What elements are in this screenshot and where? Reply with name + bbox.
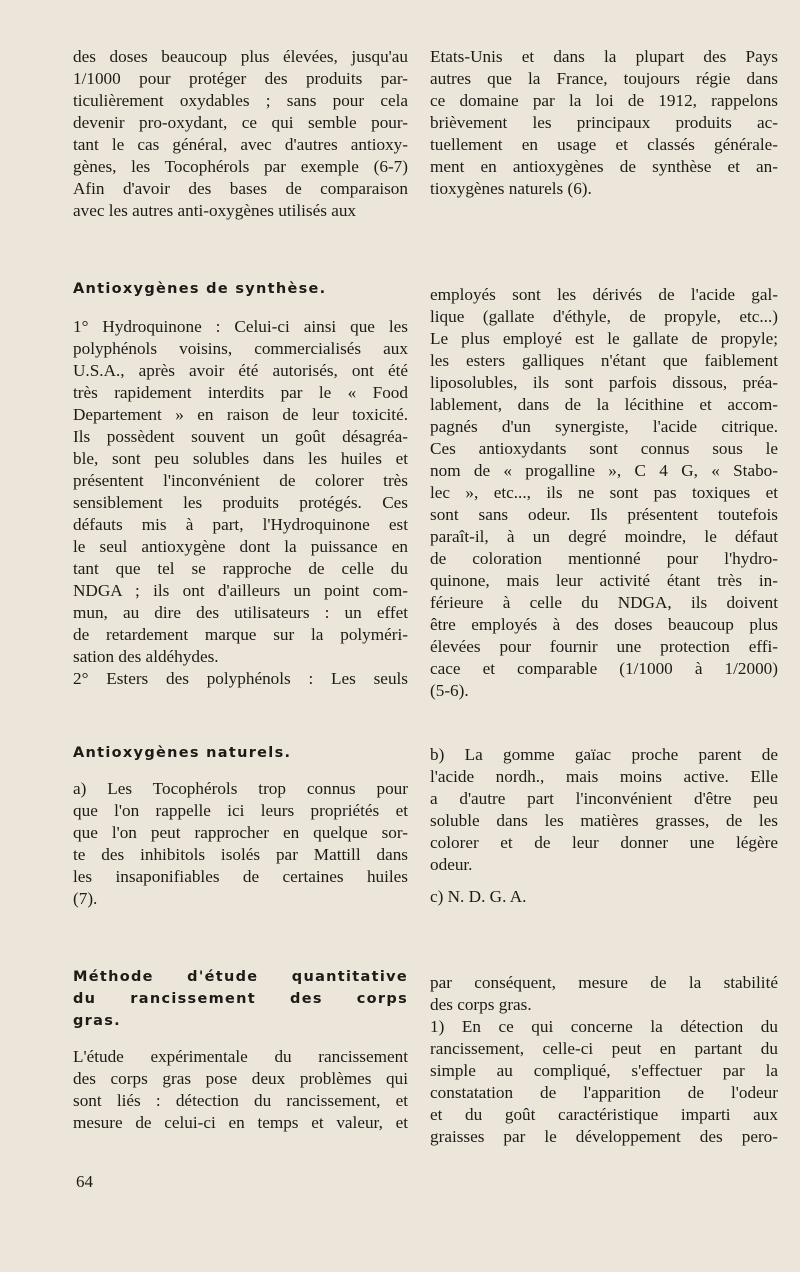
text-line: (7). <box>73 889 98 908</box>
text-line: mesure de celui-ci en temps et valeur, et <box>73 1113 408 1132</box>
text-line: constatation de l'apparition de l'odeur <box>430 1083 778 1102</box>
text-line: sont sans odeur. Ils présentent toutefois <box>430 505 778 524</box>
text-line: sensiblement les produits protégés. Ces <box>73 493 408 512</box>
text-line: Ces antioxydants sont connus sous le <box>430 439 778 458</box>
text-line: ce domaine par la loi de 1912, rappelons <box>430 91 778 110</box>
text-line: tant que tel se rapproche de celle du <box>73 559 408 578</box>
text-line: Etats-Unis et dans la plupart des Pays <box>430 47 778 66</box>
text-line: élevées pour fournir une protection effi- <box>430 637 778 656</box>
text-line: présentent l'inconvénient de colorer très <box>73 471 408 490</box>
text-line: devenir pro-oxydant, ce qui semble pour- <box>73 113 408 132</box>
right-mesure <box>430 972 778 1148</box>
text-line: les insaponifiables de certaines huiles <box>73 867 408 886</box>
text-line: tant le cas général, avec d'autres antioxy- <box>73 135 408 154</box>
text-line: polyphénols voisins, commercialisés aux <box>73 339 408 358</box>
text-line: soluble dans les matières grasses, de les <box>430 811 778 830</box>
text-line: de coloration mentionné pour l'hydro- <box>430 549 778 568</box>
text-line: des corps gras pose deux problèmes qui <box>73 1069 408 1088</box>
left-naturels <box>73 778 408 910</box>
text-line: l'acide nordh., mais moins active. Elle <box>430 767 778 786</box>
text-line: 1° Hydroquinone : Celui-ci ainsi que les <box>73 317 408 336</box>
ndga-item: c) N. D. G. A. <box>430 887 527 906</box>
text-line: pagnés d'un synergiste, l'acide citrique. <box>430 417 778 436</box>
text-line: défauts mis à part, l'Hydroquinone est <box>73 515 408 534</box>
text-line: employés sont les dérivés de l'acide gal- <box>430 285 778 304</box>
text-line: être employés à des doses beaucoup plus <box>430 615 778 634</box>
text-line: Departement » en raison de leur toxicité. <box>73 405 408 424</box>
text-line: graisses par le développement des pero- <box>430 1127 778 1146</box>
text-line: brièvement les principaux produits ac- <box>430 113 778 132</box>
text-line: par conséquent, mesure de la stabilité <box>430 973 778 992</box>
text-line: tuellement en usage et classés générale- <box>430 135 778 154</box>
text-line: cace et comparable (1/1000 à 1/2000) <box>430 659 778 678</box>
text-line: 1) En ce qui concerne la détection du <box>430 1017 778 1036</box>
text-line: que l'on peut rapprocher en quelque sor- <box>73 823 408 842</box>
text-line: autres que la France, toujours régie dans <box>430 69 778 88</box>
text-line: simple au compliqué, s'effectuer par la <box>430 1061 778 1080</box>
right-esters <box>430 284 778 702</box>
text-line: des doses beaucoup plus élevées, jusqu'au <box>73 47 408 66</box>
text-line: paraît-il, à un degré moindre, le défaut <box>430 527 778 546</box>
text-line: a d'autre part l'inconvénient d'être peu <box>430 789 778 808</box>
text-line: lique (gallate d'éthyle, de propyle, etc...) <box>430 307 778 326</box>
text-line: Ils possèdent souvent un goût désagréa- <box>73 427 408 446</box>
text-line: odeur. <box>430 855 473 874</box>
heading-line: gras. <box>73 1013 121 1029</box>
text-line: ment en antioxygènes de synthèse et an- <box>430 157 778 176</box>
text-line: férieure à celle du NDGA, ils doivent <box>430 593 778 612</box>
text-line: ticulièrement oxydables ; sans pour cela <box>73 91 408 110</box>
text-line: b) La gomme gaïac proche parent de <box>430 745 778 764</box>
text-line: U.S.A., après avoir été autorisés, ont été <box>73 361 408 380</box>
text-line: les esters galliques n'étant que faiblement <box>430 351 778 370</box>
text-line: que l'on rappelle ici leurs propriétés et <box>73 801 408 820</box>
text-line: sont liés : détection du rancissement, et <box>73 1091 408 1110</box>
text-line: sation des aldéhydes. <box>73 647 219 666</box>
text-line: 1/1000 pour protéger des produits par- <box>73 69 408 88</box>
page-number: 64 <box>76 1172 93 1191</box>
text-line: lablement, dans de la lécithine et accom- <box>430 395 778 414</box>
text-line: quinone, mais leur activité étant très in- <box>430 571 778 590</box>
text-line: a) Les Tocophérols trop connus pour <box>73 779 408 798</box>
text-line: de retardement marque sur la polyméri- <box>73 625 408 644</box>
text-line: le seul antioxygène dont la puissance en <box>73 537 408 556</box>
text-line: très rapidement interdits par le « Food <box>73 383 408 402</box>
text-line: des corps gras. <box>430 995 532 1014</box>
text-line: gènes, les Tocophérols par exemple (6-7) <box>73 157 408 176</box>
text-line: tioxygènes naturels (6). <box>430 179 592 198</box>
right-gaiac <box>430 744 778 876</box>
text-line: mun, au dire des utilisateurs : un effet <box>73 603 408 622</box>
text-line: Afin d'avoir des bases de comparaison <box>73 179 408 198</box>
text-line: lec », etc..., ils ne sont pas toxiques et <box>430 483 778 502</box>
section-heading-naturels: Antioxygènes naturels. <box>73 745 292 761</box>
text-line: (5-6). <box>430 681 469 700</box>
text-line: nom de « progalline », C 4 G, « Stabo- <box>430 461 778 480</box>
left-synthese <box>73 316 408 690</box>
right-intro <box>430 46 778 200</box>
text-line: te des inhibitols isolés par Mattill dans <box>73 845 408 864</box>
text-line: liposolubles, ils sont parfois dissous, préa- <box>430 373 778 392</box>
text-line: L'étude expérimentale du rancissement <box>73 1047 408 1066</box>
text-line: avec les autres anti-oxygènes utilisés aux <box>73 201 357 220</box>
text-line: Le plus employé est le gallate de propyle; <box>430 329 778 348</box>
left-methode <box>73 1046 408 1134</box>
heading-line: Méthode d'étude quantitative <box>73 969 408 985</box>
section-heading-methode <box>73 966 408 1032</box>
heading-line: du rancissement des corps <box>73 991 408 1007</box>
left-intro <box>73 46 408 222</box>
text-line: NDGA ; ils ont d'ailleurs un point com- <box>73 581 408 600</box>
text-line: et du goût caractéristique imparti aux <box>430 1105 778 1124</box>
section-heading-synthese: Antioxygènes de synthèse. <box>73 281 327 297</box>
text-line: colorer et de leur donner une légère <box>430 833 778 852</box>
text-line: rancissement, celle-ci peut en partant du <box>430 1039 778 1058</box>
text-line: 2° Esters des polyphénols : Les seuls <box>73 669 408 688</box>
text-line: ble, sont peu solubles dans les huiles et <box>73 449 408 468</box>
